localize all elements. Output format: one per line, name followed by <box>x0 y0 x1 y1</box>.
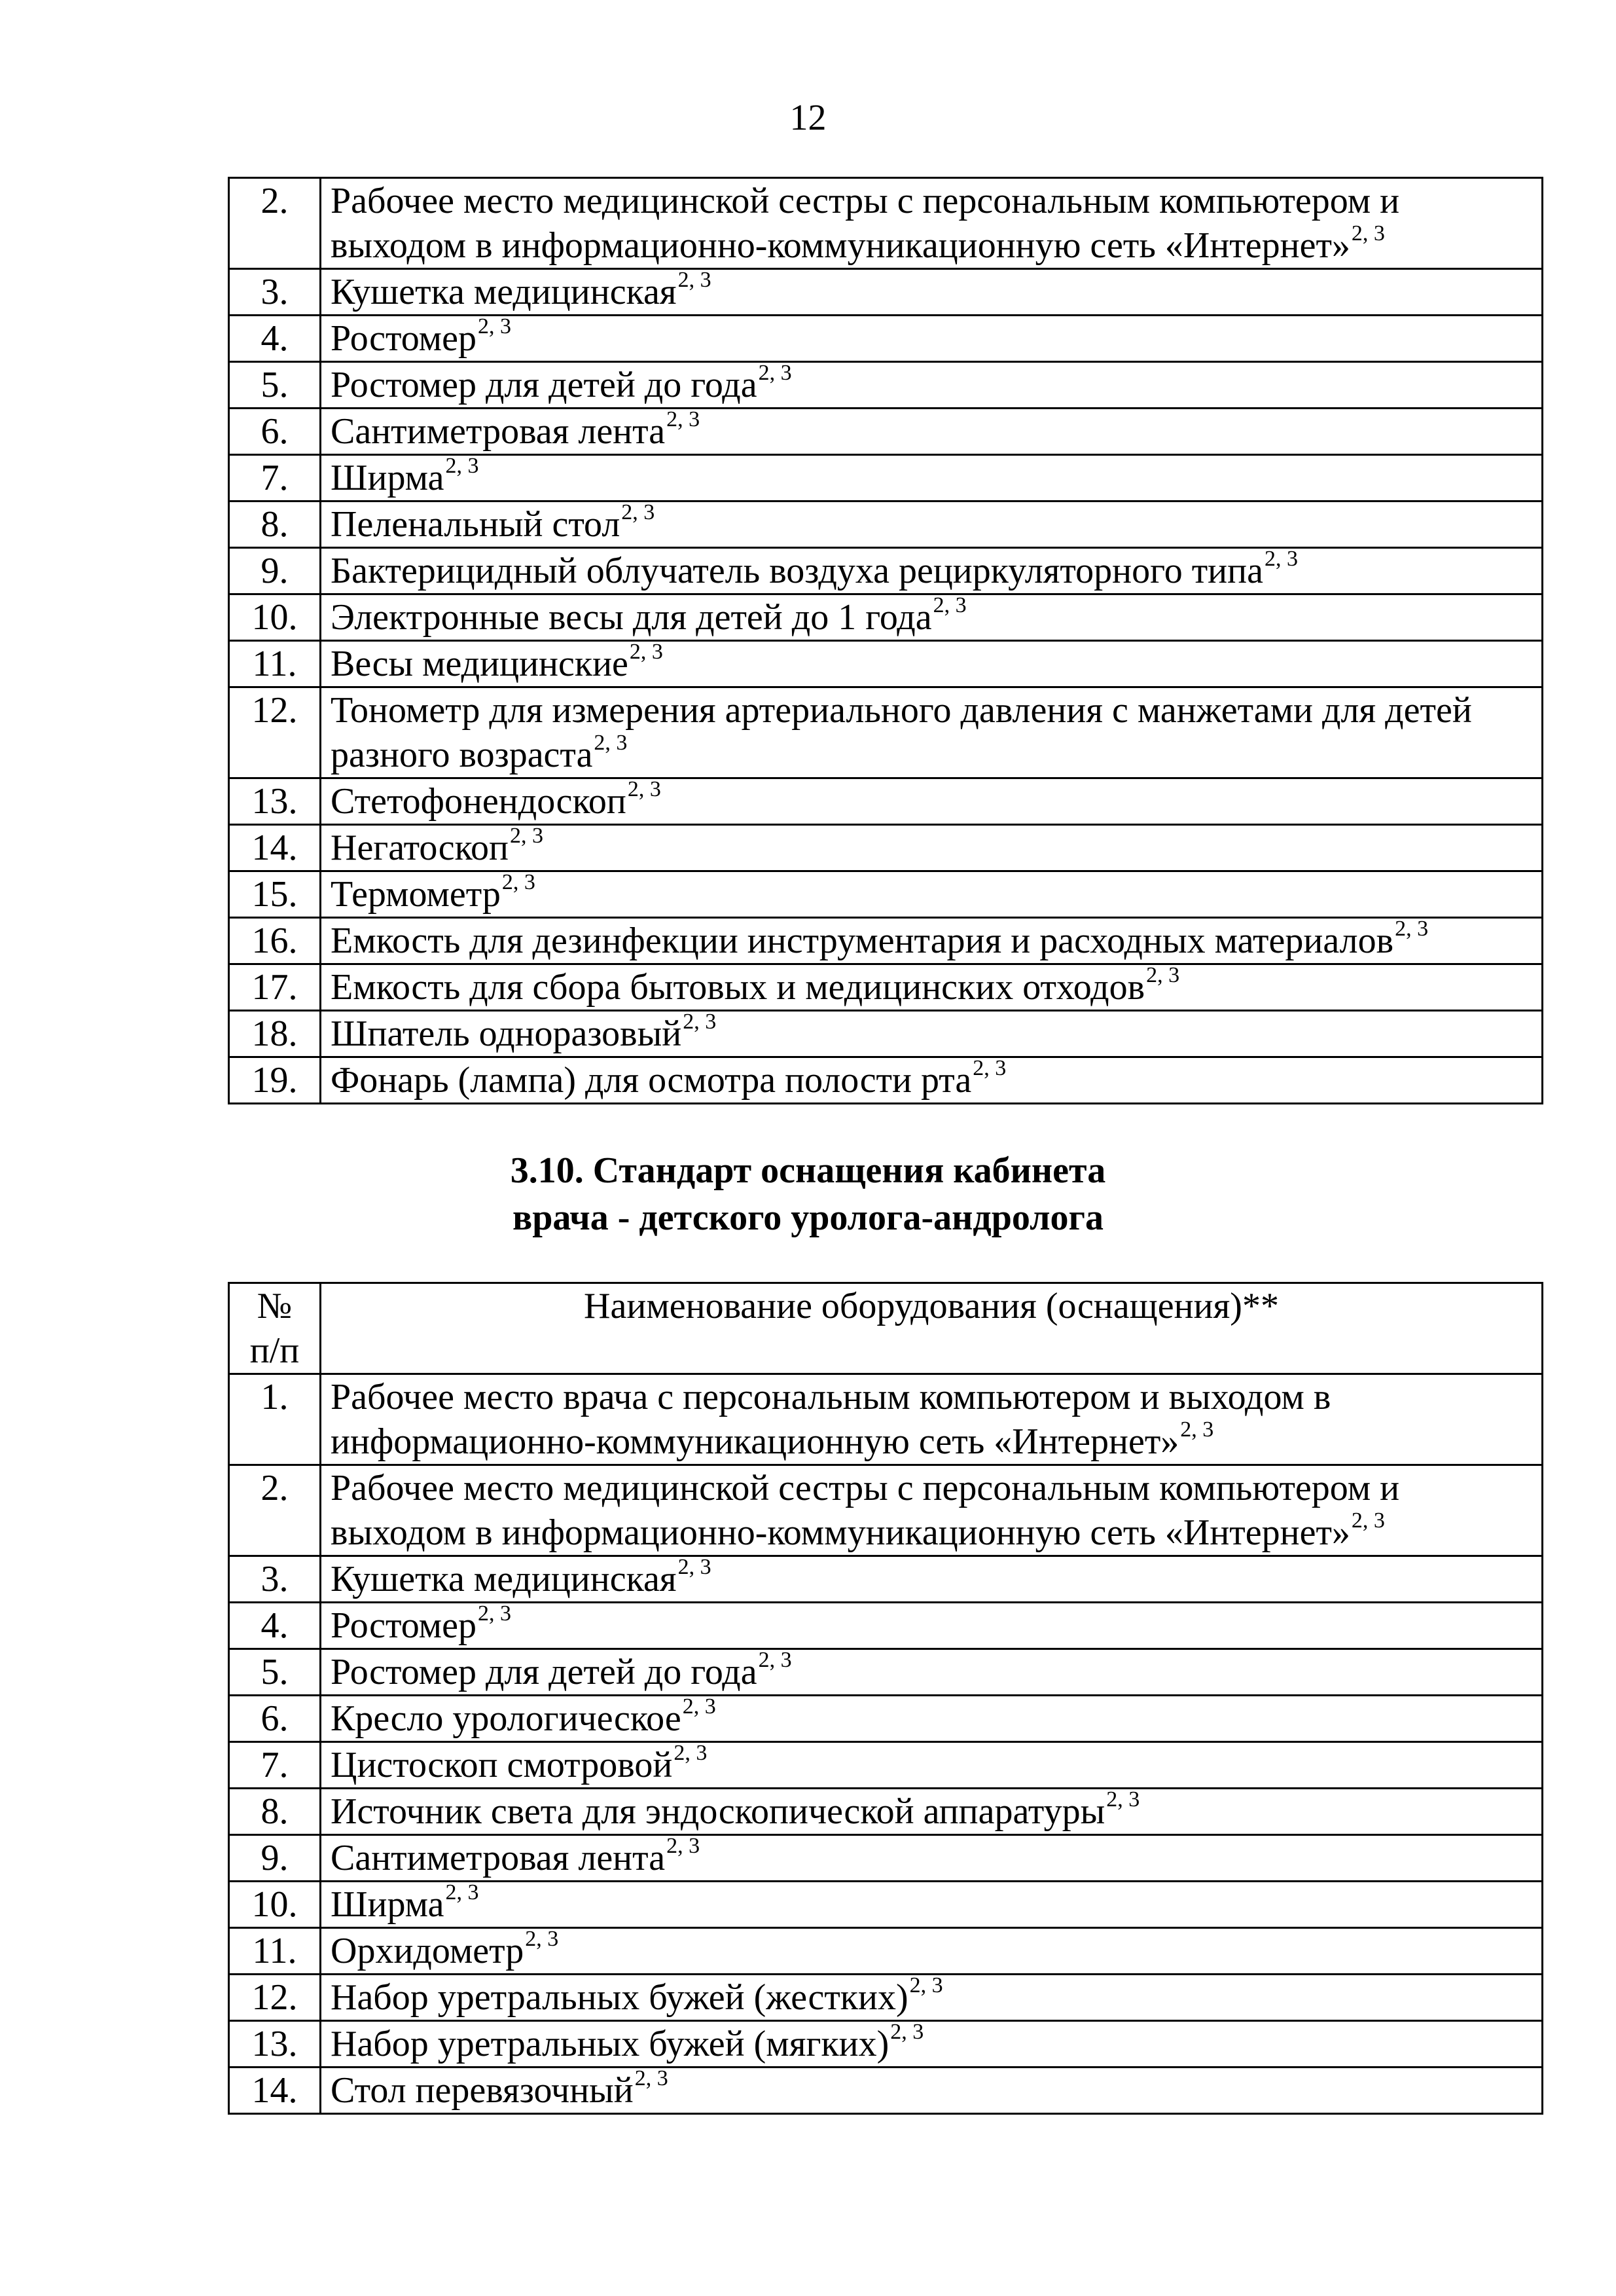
equipment-name-cell <box>321 1835 1543 1882</box>
equipment-name: Ростомер <box>331 318 476 359</box>
table1-body <box>229 178 1543 1104</box>
table-row <box>229 409 1543 455</box>
table-row <box>229 1465 1543 1556</box>
equipment-name-cell <box>321 1011 1543 1057</box>
table-row <box>229 687 1543 778</box>
equipment-name: Пеленальный стол <box>331 504 620 545</box>
table-row <box>229 501 1543 548</box>
footnote-reference: 2, 3 <box>1264 547 1298 571</box>
equipment-name-cell <box>321 178 1543 269</box>
row-number: 18. <box>229 1011 321 1057</box>
equipment-name: Кресло урологическое <box>331 1698 681 1739</box>
equipment-name-cell <box>321 918 1543 964</box>
equipment-name-cell <box>321 2068 1543 2114</box>
equipment-name: Фонарь (лампа) для осмотра полости рта <box>331 1060 972 1101</box>
footnote-reference: 2, 3 <box>1351 221 1385 246</box>
equipment-name-cell <box>321 1975 1543 2021</box>
footnote-reference: 2, 3 <box>682 1694 716 1719</box>
equipment-name-cell <box>321 362 1543 409</box>
equipment-name: Тонометр для измерения артериального давления с манжетами для детей разного возраста <box>331 690 1472 775</box>
row-number: 11. <box>229 1928 321 1975</box>
table-row <box>229 778 1543 825</box>
table-row <box>229 2068 1543 2114</box>
equipment-name: Орхидометр <box>331 1931 524 1971</box>
equipment-name: Набор уретральных бужей (жестких) <box>331 1977 908 2018</box>
equipment-name: Рабочее место медицинской сестры с персональным компьютером и выходом в информационно-коммуникационную сеть «Интернет» <box>331 1468 1400 1553</box>
equipment-name: Ростомер <box>331 1605 476 1646</box>
footnote-reference: 2, 3 <box>627 777 661 801</box>
table-row <box>229 1603 1543 1649</box>
equipment-name: Емкость для дезинфекции инструментария и расходных материалов <box>331 920 1394 961</box>
row-number: 12. <box>229 1975 321 2021</box>
footnote-reference: 2, 3 <box>477 1601 511 1626</box>
equipment-table-continued <box>228 177 1543 1104</box>
footnote-reference: 2, 3 <box>758 1648 792 1672</box>
table-header-row <box>229 1283 1543 1374</box>
equipment-name-cell <box>321 964 1543 1011</box>
equipment-name: Емкость для сбора бытовых и медицинских отходов <box>331 967 1145 1008</box>
row-number: 14. <box>229 825 321 871</box>
table-row <box>229 964 1543 1011</box>
table-row <box>229 1556 1543 1603</box>
row-number: 2. <box>229 178 321 269</box>
footnote-reference: 2, 3 <box>909 1973 943 1997</box>
equipment-name-cell <box>321 1882 1543 1928</box>
equipment-name: Ширма <box>331 458 444 498</box>
footnote-reference: 2, 3 <box>683 1010 717 1034</box>
row-number: 3. <box>229 1556 321 1603</box>
equipment-name: Источник света для эндоскопической аппаратуры <box>331 1791 1105 1832</box>
equipment-name: Бактерицидный облучатель воздуха рециркуляторного типа <box>331 551 1263 591</box>
footnote-reference: 2, 3 <box>1146 963 1180 987</box>
header-number-line2: п/п <box>249 1330 300 1371</box>
equipment-name-cell <box>321 1603 1543 1649</box>
table-row <box>229 178 1543 269</box>
equipment-name: Ростомер для детей до года <box>331 365 757 405</box>
table-row <box>229 1011 1543 1057</box>
header-name-cell: Наименование оборудования (оснащения)** <box>321 1283 1543 1374</box>
footnote-reference: 2, 3 <box>973 1056 1007 1080</box>
table-row <box>229 1882 1543 1928</box>
row-number: 10. <box>229 594 321 641</box>
equipment-name-cell <box>321 316 1543 362</box>
row-number: 5. <box>229 362 321 409</box>
header-number-cell <box>229 1283 321 1374</box>
row-number: 2. <box>229 1465 321 1556</box>
footnote-reference: 2, 3 <box>677 268 711 292</box>
footnote-reference: 2, 3 <box>1351 1508 1385 1533</box>
footnote-reference: 2, 3 <box>758 361 792 385</box>
footnote-reference: 2, 3 <box>510 824 543 848</box>
table-row <box>229 548 1543 594</box>
row-number: 14. <box>229 2068 321 2114</box>
row-number: 9. <box>229 1835 321 1882</box>
row-number: 10. <box>229 1882 321 1928</box>
equipment-name: Стол перевязочный <box>331 2070 634 2111</box>
equipment-name: Рабочее место медицинской сестры с персональным компьютером и выходом в информационно-коммуникационную сеть «Интернет» <box>331 181 1400 266</box>
equipment-name-cell <box>321 1374 1543 1465</box>
equipment-name-cell <box>321 1556 1543 1603</box>
table-row <box>229 1928 1543 1975</box>
equipment-name-cell <box>321 455 1543 501</box>
row-number: 1. <box>229 1374 321 1465</box>
footnote-reference: 2, 3 <box>634 2066 668 2090</box>
equipment-name-cell <box>321 594 1543 641</box>
footnote-reference: 2, 3 <box>673 1741 708 1765</box>
table-row <box>229 316 1543 362</box>
row-number: 19. <box>229 1057 321 1104</box>
equipment-name-cell <box>321 2021 1543 2068</box>
equipment-name-cell <box>321 548 1543 594</box>
row-number: 17. <box>229 964 321 1011</box>
table-row <box>229 641 1543 687</box>
footnote-reference: 2, 3 <box>1395 917 1429 941</box>
equipment-name-cell <box>321 871 1543 918</box>
row-number: 8. <box>229 501 321 548</box>
table-row <box>229 594 1543 641</box>
equipment-name-cell <box>321 1928 1543 1975</box>
footnote-reference: 2, 3 <box>445 454 479 478</box>
equipment-name-cell <box>321 641 1543 687</box>
equipment-name-cell <box>321 778 1543 825</box>
table-row <box>229 1742 1543 1789</box>
equipment-name-cell <box>321 1057 1543 1104</box>
table2-body <box>229 1374 1543 2114</box>
row-number: 6. <box>229 1696 321 1742</box>
footnote-reference: 2, 3 <box>621 500 655 524</box>
equipment-name: Набор уретральных бужей (мягких) <box>331 2024 889 2064</box>
page-number: 12 <box>789 98 827 138</box>
equipment-name-cell <box>321 1649 1543 1696</box>
footnote-reference: 2, 3 <box>594 731 628 755</box>
table-row <box>229 825 1543 871</box>
row-number: 3. <box>229 269 321 316</box>
section-title <box>0 1147 1616 1241</box>
footnote-reference: 2, 3 <box>933 593 967 617</box>
footnote-reference: 2, 3 <box>666 407 700 431</box>
table-row <box>229 918 1543 964</box>
table-row <box>229 362 1543 409</box>
equipment-name: Электронные весы для детей до 1 года <box>331 597 932 638</box>
row-number: 5. <box>229 1649 321 1696</box>
table-row <box>229 1649 1543 1696</box>
equipment-name-cell <box>321 409 1543 455</box>
equipment-name: Весы медицинские <box>331 644 628 684</box>
equipment-name-cell <box>321 1696 1543 1742</box>
table-row <box>229 871 1543 918</box>
equipment-name-cell <box>321 1465 1543 1556</box>
equipment-name: Ростомер для детей до года <box>331 1652 757 1692</box>
row-number: 9. <box>229 548 321 594</box>
table-row <box>229 1975 1543 2021</box>
row-number: 13. <box>229 2021 321 2068</box>
footnote-reference: 2, 3 <box>629 640 663 664</box>
equipment-name: Негатоскоп <box>331 828 509 868</box>
table-row <box>229 455 1543 501</box>
equipment-name-cell <box>321 1789 1543 1835</box>
table-row <box>229 269 1543 316</box>
equipment-name-cell <box>321 269 1543 316</box>
table-row <box>229 1374 1543 1465</box>
equipment-name-cell <box>321 687 1543 778</box>
equipment-name: Стетофонендоскоп <box>331 781 626 822</box>
row-number: 4. <box>229 316 321 362</box>
row-number: 12. <box>229 687 321 778</box>
section-title-line2: врача - детского уролога-андролога <box>512 1197 1104 1238</box>
equipment-name: Сантиметровая лента <box>331 411 666 452</box>
equipment-name-cell <box>321 825 1543 871</box>
table-row <box>229 1696 1543 1742</box>
equipment-table-urologist <box>228 1282 1543 2115</box>
footnote-reference: 2, 3 <box>890 2020 924 2044</box>
table-row <box>229 2021 1543 2068</box>
row-number: 8. <box>229 1789 321 1835</box>
table-row <box>229 1835 1543 1882</box>
footnote-reference: 2, 3 <box>477 314 511 338</box>
row-number: 15. <box>229 871 321 918</box>
footnote-reference: 2, 3 <box>666 1834 700 1858</box>
section-title-line1: 3.10. Стандарт оснащения кабинета <box>510 1150 1106 1191</box>
footnote-reference: 2, 3 <box>1106 1787 1140 1812</box>
equipment-name: Рабочее место врача с персональным компьютером и выходом в информационно-коммуникационную сеть «Интернет» <box>331 1377 1331 1462</box>
row-number: 13. <box>229 778 321 825</box>
equipment-name: Термометр <box>331 874 501 915</box>
row-number: 16. <box>229 918 321 964</box>
footnote-reference: 2, 3 <box>1180 1417 1214 1442</box>
equipment-name-cell <box>321 1742 1543 1789</box>
footnote-reference: 2, 3 <box>677 1555 711 1579</box>
footnote-reference: 2, 3 <box>445 1880 479 1904</box>
table-row <box>229 1057 1543 1104</box>
row-number: 6. <box>229 409 321 455</box>
equipment-name: Шпатель одноразовый <box>331 1013 682 1054</box>
row-number: 7. <box>229 1742 321 1789</box>
row-number: 7. <box>229 455 321 501</box>
footnote-reference: 2, 3 <box>525 1927 559 1951</box>
equipment-name-cell <box>321 501 1543 548</box>
equipment-name: Цистоскоп смотровой <box>331 1745 673 1785</box>
equipment-name: Сантиметровая лента <box>331 1838 666 1878</box>
equipment-name: Ширма <box>331 1884 444 1925</box>
row-number: 11. <box>229 641 321 687</box>
row-number: 4. <box>229 1603 321 1649</box>
equipment-name: Кушетка медицинская <box>331 1559 677 1599</box>
footnote-reference: 2, 3 <box>501 870 535 894</box>
table-row <box>229 1789 1543 1835</box>
equipment-name: Кушетка медицинская <box>331 272 677 312</box>
header-number-line1: № <box>257 1286 293 1326</box>
